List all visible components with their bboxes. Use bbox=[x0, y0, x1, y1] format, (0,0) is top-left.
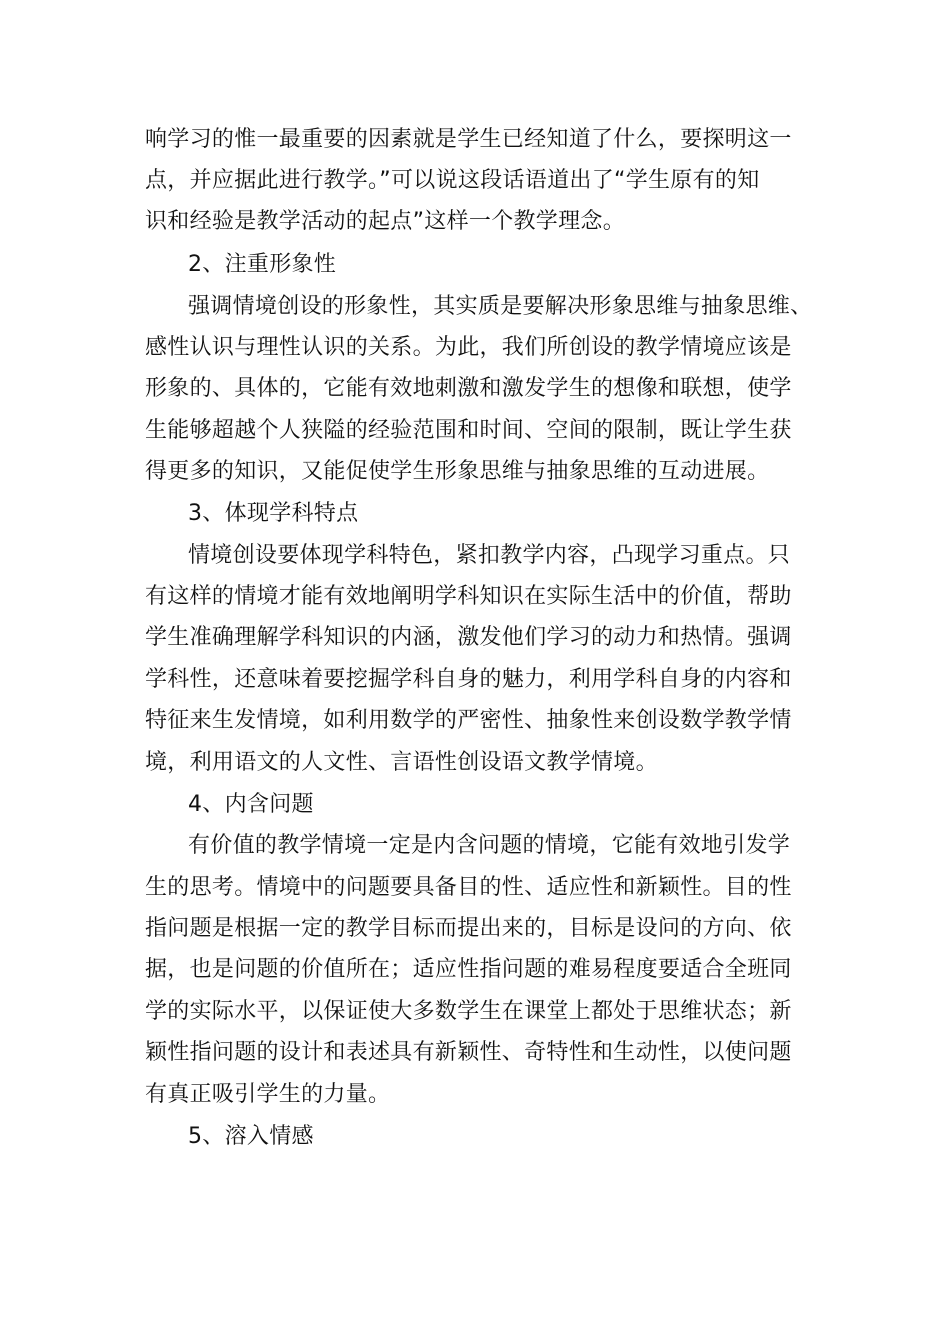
text-line: 有真正吸引学生的力量。 bbox=[145, 1082, 391, 1107]
text-line: 生的思考。情境中的问题要具备目的性、适应性和新颖性。目的性 bbox=[145, 875, 792, 900]
text-line: 形象的、具体的，它能有效地刺激和激发学生的想像和联想，使学 bbox=[145, 376, 792, 401]
text-line: 境，利用语文的人文性、言语性创设语文教学情境。 bbox=[145, 750, 658, 775]
text-line: 颖性指问题的设计和表述具有新颖性、奇特性和生动性，以使问题 bbox=[145, 1040, 792, 1065]
text-line: 生能够超越个人狭隘的经验范围和时间、空间的限制，既让学生获 bbox=[145, 418, 792, 443]
text-line: 感性认识与理性认识的关系。为此，我们所创设的教学情境应该是 bbox=[145, 335, 792, 360]
text-line: 学科性，还意味着要挖掘学科自身的魅力，利用学科自身的内容和 bbox=[145, 667, 792, 692]
section-heading: 5、溶入情感 bbox=[188, 1124, 314, 1149]
section-heading: 2、注重形象性 bbox=[188, 252, 337, 277]
section-heading: 3、体现学科特点 bbox=[188, 501, 359, 526]
text-line: 强调情境创设的形象性，其实质是要解决形象思维与抽象思维、 bbox=[188, 294, 813, 319]
text-line: 学生准确理解学科知识的内涵，激发他们学习的动力和热情。强调 bbox=[145, 625, 792, 650]
text-line: 学的实际水平，以保证使大多数学生在课堂上都处于思维状态；新 bbox=[145, 999, 792, 1024]
text-line: 指问题是根据一定的教学目标而提出来的，目标是设问的方向、依 bbox=[145, 916, 792, 941]
text-line: 识和经验是教学活动的起点”这样一个教学理念。 bbox=[145, 209, 625, 234]
text-line: 特征来生发情境，如利用数学的严密性、抽象性来创设数学教学情 bbox=[145, 708, 792, 733]
text-line: 得更多的知识，又能促使学生形象思维与抽象思维的互动进展。 bbox=[145, 459, 770, 484]
text-line: 有价值的教学情境一定是内含问题的情境，它能有效地引发学 bbox=[188, 833, 791, 858]
text-line: 响学习的惟一最重要的因素就是学生已经知道了什么，要探明这一 bbox=[145, 127, 792, 152]
text-line: 情境创设要体现学科特色，紧扣教学内容，凸现学习重点。只 bbox=[188, 543, 791, 568]
text-line: 点，并应据此进行教学。”可以说这段话语道出了“学生原有的知 bbox=[145, 168, 760, 193]
text-line: 据，也是问题的价值所在；适应性指问题的难易程度要适合全班同 bbox=[145, 957, 792, 982]
text-line: 有这样的情境才能有效地阐明学科知识在实际生活中的价值，帮助 bbox=[145, 584, 792, 609]
section-heading: 4、内含问题 bbox=[188, 792, 314, 817]
